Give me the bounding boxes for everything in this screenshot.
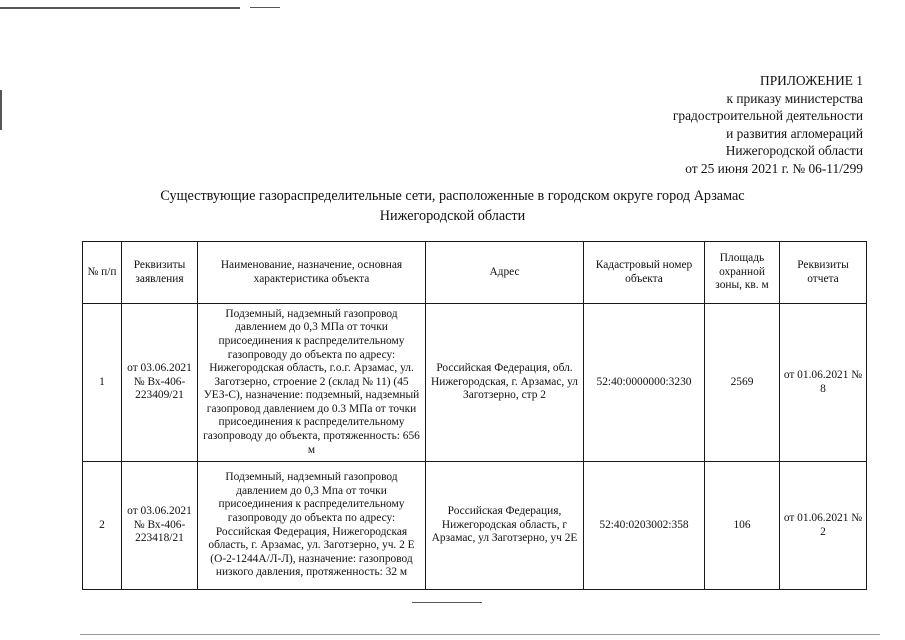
scan-line-top-mid (250, 7, 280, 8)
scan-line-footer (412, 602, 482, 603)
cell-number: 1 (83, 304, 122, 462)
appendix-block (673, 72, 863, 178)
header-description: Наименование, назначение, основная характеристика объекта (198, 242, 426, 304)
cell-address: Российская Федерация, обл. Нижегородская, г. Арзамас, ул Заготзерно, стр 2 (426, 304, 584, 462)
cell-area: 2569 (705, 304, 780, 462)
document-title (0, 186, 905, 226)
cell-address: Российская Федерация, Нижегородская область, г Арзамас, ул Заготзерно, уч 2Е (426, 462, 584, 590)
cell-description: Подземный, надземный газопровод давлением до 0,3 Мпа от точки присоединения к распределительному газопроводу до объекта по адресу: Российская Федерация, Нижегородская область, г. Арзамас, ул. Заготзерно, уч. 2 Е (О-2-1244А/Л-Л), назначение: газопровод низкого давления, протяженность: 32 м (198, 462, 426, 590)
gas-networks-table (82, 241, 867, 590)
appendix-line: к приказу министерства (726, 90, 863, 106)
header-cadastral: Кадастровый номер объекта (584, 242, 705, 304)
scan-line-left-edge (0, 90, 2, 130)
cell-report: от 01.06.2021 № 8 (780, 304, 867, 462)
cell-report: от 01.06.2021 № 2 (780, 462, 867, 590)
header-report: Реквизиты отчета (780, 242, 867, 304)
header-area: Площадь охранной зоны, кв. м (705, 242, 780, 304)
header-address: Адрес (426, 242, 584, 304)
scan-line-top-left (0, 7, 240, 9)
cell-cadastral: 52:40:0203002:358 (584, 462, 705, 590)
appendix-line: от 25 июня 2021 г. № 06-11/299 (685, 160, 863, 176)
cell-application: от 03.06.2021 № Вх-406-223409/21 (122, 304, 198, 462)
document-title-line: Существующие газораспределительные сети, расположенные в городском округе город Арзамас (160, 188, 745, 204)
header-number: № п/п (83, 242, 122, 304)
table-header-row (83, 242, 867, 304)
appendix-line: Нижегородской области (725, 143, 863, 159)
cell-cadastral: 52:40:0000000:3230 (584, 304, 705, 462)
cell-number: 2 (83, 462, 122, 590)
cell-application: от 03.06.2021 № Вх-406-223418/21 (122, 462, 198, 590)
appendix-title: ПРИЛОЖЕНИЕ 1 (760, 73, 863, 88)
table-row (83, 462, 867, 590)
appendix-line: и развития агломераций (726, 125, 863, 141)
document-title-line: Нижегородской области (379, 208, 526, 224)
header-application: Реквизиты заявления (122, 242, 198, 304)
cell-area: 106 (705, 462, 780, 590)
scan-line-bottom (80, 634, 880, 635)
appendix-line: градостроительной деятельности (672, 108, 863, 124)
cell-description: Подземный, надземный газопровод давлением до 0,3 МПа от точки присоединения к распределительному газопроводу до объекта по адресу: Нижегородская область, г.о.г. Арзамас, ул. Заготзерно, строение 2 (склад № 11) (45 УЕЗ-С), назначение: подземный, надземный газопровод давлением до 0.3 МПа от точки присоединения к распределительному газопроводу до объекта, протяженность: 656 м (198, 304, 426, 462)
table-row (83, 304, 867, 462)
